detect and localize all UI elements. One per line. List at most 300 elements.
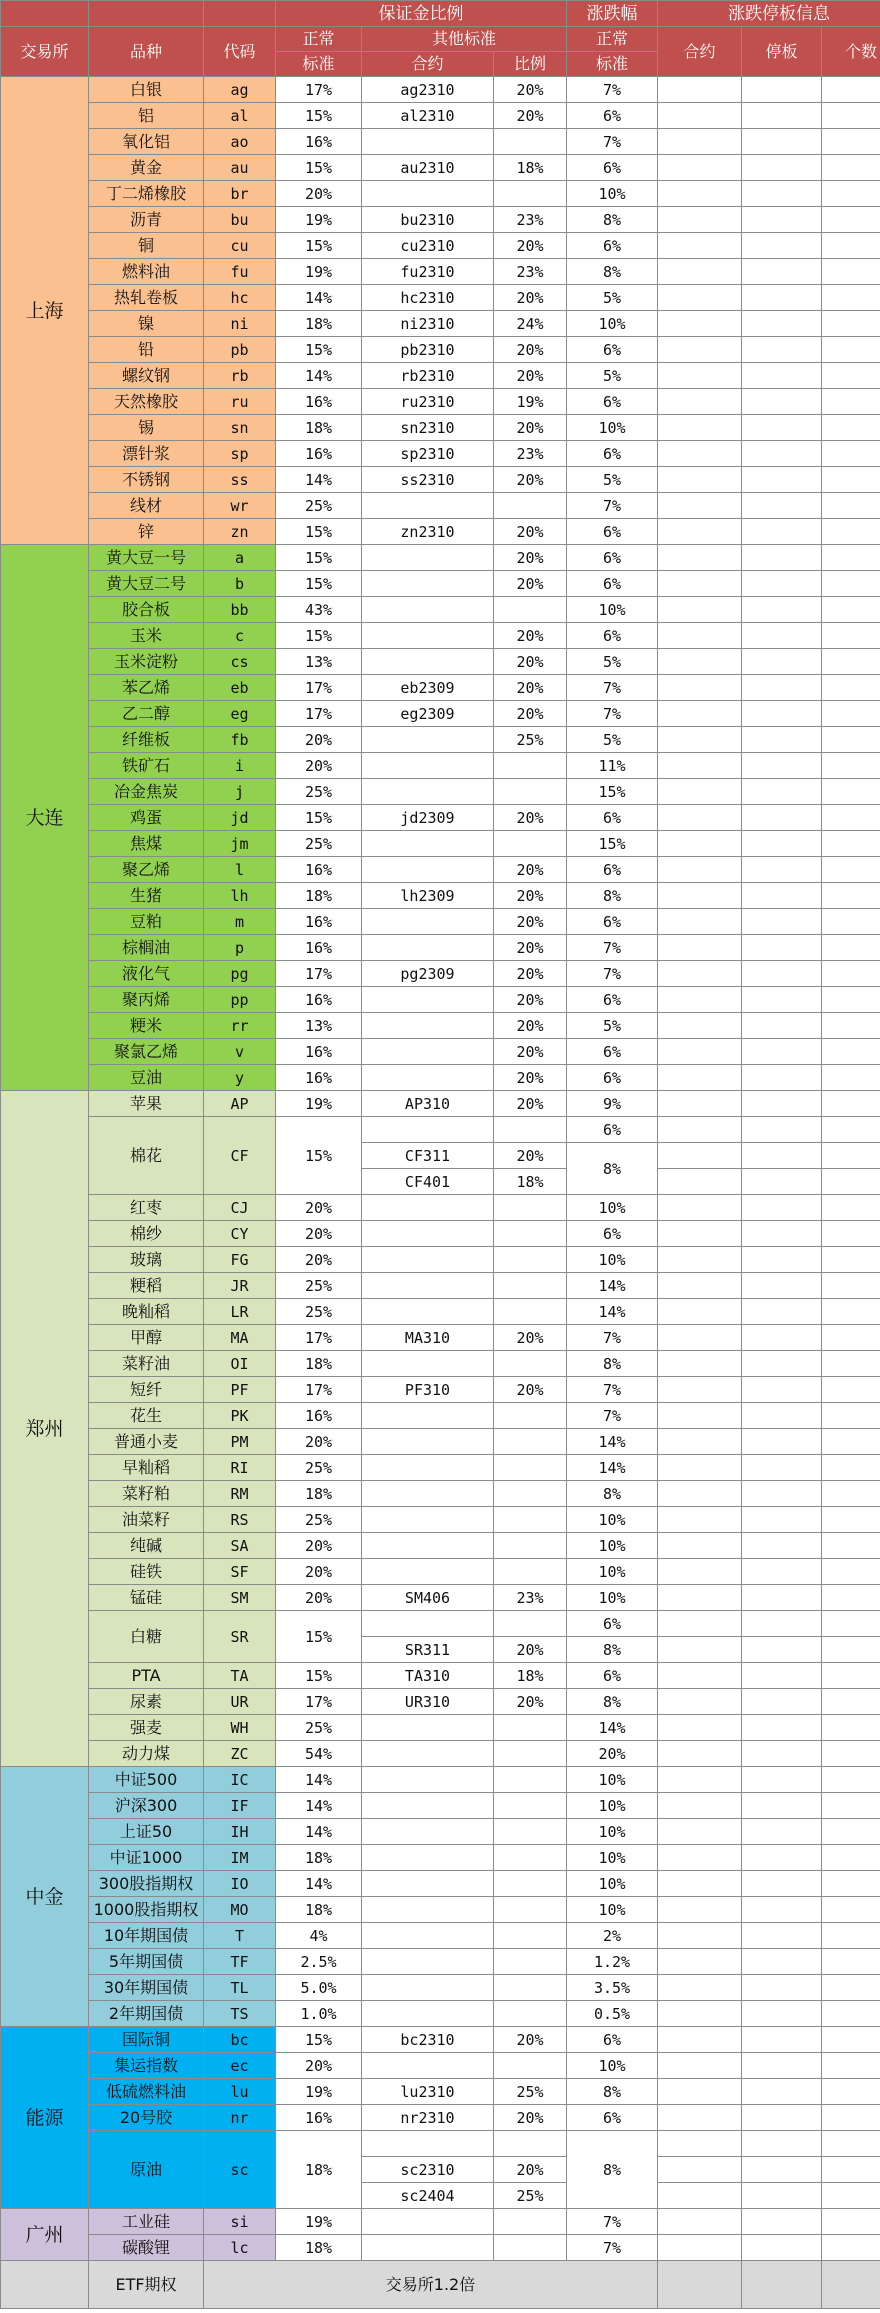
code-cell: cs [204,649,276,675]
code-cell: v [204,1039,276,1065]
count-cell [822,2053,880,2079]
variety-cell: 国际铜 [89,2027,204,2053]
ratio-cell [494,1221,567,1247]
code-cell: TS [204,2001,276,2027]
ratio-cell: 20% [494,415,567,441]
limit-cell: 6% [567,1039,658,1065]
stop-board-cell [742,935,822,961]
margin-cell: 18% [276,1481,362,1507]
count-cell [822,1533,880,1559]
limit-cell: 6% [567,545,658,571]
code-cell: j [204,779,276,805]
variety-cell: 玉米淀粉 [89,649,204,675]
ratio-cell: 20% [494,675,567,701]
limit-cell: 20% [567,1741,658,1767]
limit-cell: 5% [567,467,658,493]
stop-board-cell [742,493,822,519]
margin-cell: 19% [276,1091,362,1117]
code-cell: MO [204,1897,276,1923]
variety-cell: 红枣 [89,1195,204,1221]
margin-cell: 18% [276,1845,362,1871]
margin-cell: 15% [276,2027,362,2053]
limit-cell: 8% [567,1351,658,1377]
limit-cell: 7% [567,129,658,155]
stop-board-cell [742,363,822,389]
stop-contract-cell [658,649,742,675]
ratio-cell [494,2209,567,2235]
variety-cell: 菜籽油 [89,1351,204,1377]
variety-cell: 白银 [89,77,204,103]
stop-contract-cell [658,1481,742,1507]
code-cell: fu [204,259,276,285]
limit-cell: 10% [567,1195,658,1221]
stop-board-cell [742,181,822,207]
header-exchange: 交易所 [1,27,89,77]
margin-cell: 2.5% [276,1949,362,1975]
stop-board-cell [742,1975,822,2001]
stop-board-cell [742,1481,822,1507]
stop-contract-cell [658,1273,742,1299]
count-cell [822,1611,880,1637]
contract-cell [362,2001,494,2027]
ratio-cell [494,1741,567,1767]
limit-cell: 10% [567,1793,658,1819]
variety-cell: 强麦 [89,1715,204,1741]
variety-cell: 中证1000 [89,1845,204,1871]
ratio-cell: 23% [494,207,567,233]
variety-cell: 油菜籽 [89,1507,204,1533]
table-row [1,1533,880,1559]
limit-cell: 10% [567,311,658,337]
margin-cell: 14% [276,467,362,493]
stop-board-cell [742,1039,822,1065]
ratio-cell: 25% [494,727,567,753]
code-cell: PK [204,1403,276,1429]
ratio-cell [494,1715,567,1741]
contract-cell [362,779,494,805]
stop-board-cell [742,2183,822,2209]
contract-cell [362,1481,494,1507]
table-row [1,2001,880,2027]
code-cell: SA [204,1533,276,1559]
stop-board-cell [742,1169,822,1195]
limit-cell: 7% [567,701,658,727]
count-cell [822,207,880,233]
ratio-cell: 20% [494,337,567,363]
stop-board-cell [742,2027,822,2053]
ratio-cell: 18% [494,1663,567,1689]
margin-cell: 18% [276,2131,362,2209]
stop-board-cell [742,831,822,857]
header-stop-board: 停板 [742,27,822,77]
table-row [1,519,880,545]
contract-cell: pb2310 [362,337,494,363]
limit-cell: 10% [567,415,658,441]
margin-cell: 20% [276,1195,362,1221]
header-normal: 正常 [276,27,362,52]
contract-cell: nr2310 [362,2105,494,2131]
ratio-cell [494,1767,567,1793]
count-cell [822,675,880,701]
count-cell [822,1221,880,1247]
contract-cell [362,909,494,935]
stop-board-cell [742,285,822,311]
limit-cell: 7% [567,2209,658,2235]
ratio-cell: 20% [494,883,567,909]
table-row [1,1949,880,1975]
code-cell: MA [204,1325,276,1351]
table-row [1,1871,880,1897]
code-cell: ag [204,77,276,103]
count-cell [822,415,880,441]
code-cell: T [204,1923,276,1949]
stop-contract-cell [658,181,742,207]
margin-cell: 18% [276,1897,362,1923]
limit-cell: 9% [567,1091,658,1117]
margin-cell: 20% [276,1559,362,1585]
variety-cell: 线材 [89,493,204,519]
variety-cell: 冶金焦炭 [89,779,204,805]
contract-cell [362,181,494,207]
stop-board-cell [742,987,822,1013]
limit-cell: 6% [567,337,658,363]
count-cell [822,1559,880,1585]
stop-contract-cell [658,1741,742,1767]
margin-cell: 15% [276,805,362,831]
table-row [1,1923,880,1949]
variety-cell: 纤维板 [89,727,204,753]
stop-board-cell [742,1065,822,1091]
contract-cell [362,1299,494,1325]
contract-cell [362,1559,494,1585]
stop-contract-cell [658,2209,742,2235]
stop-contract-cell [658,1299,742,1325]
contract-cell [362,1533,494,1559]
ratio-cell: 18% [494,155,567,181]
ratio-cell: 20% [494,961,567,987]
code-cell: RS [204,1507,276,1533]
contract-cell [362,649,494,675]
table-row [1,1845,880,1871]
table-row [1,883,880,909]
ratio-cell: 25% [494,2079,567,2105]
table-row [1,337,880,363]
margin-cell: 13% [276,649,362,675]
stop-contract-cell [658,155,742,181]
count-cell [822,1845,880,1871]
ratio-cell: 20% [494,805,567,831]
count-cell [822,493,880,519]
stop-board-cell [742,1741,822,1767]
stop-contract-cell [658,2105,742,2131]
code-cell: RI [204,1455,276,1481]
header-limit-group: 涨跌幅 [567,1,658,27]
margin-cell: 16% [276,987,362,1013]
ratio-cell [494,1559,567,1585]
count-cell [822,987,880,1013]
ratio-cell [494,1507,567,1533]
stop-board-cell [742,1013,822,1039]
count-cell [822,1897,880,1923]
variety-cell: 菜籽粕 [89,1481,204,1507]
code-cell: WH [204,1715,276,1741]
code-cell: pp [204,987,276,1013]
stop-contract-cell [658,77,742,103]
limit-cell: 6% [567,441,658,467]
code-cell: PF [204,1377,276,1403]
code-cell: sp [204,441,276,467]
stop-contract-cell [658,1403,742,1429]
margin-cell: 16% [276,1403,362,1429]
ratio-cell: 20% [494,649,567,675]
limit-cell: 6% [567,987,658,1013]
variety-cell: 玉米 [89,623,204,649]
stop-contract-cell [658,675,742,701]
table-row [1,1273,880,1299]
ratio-cell: 20% [494,1091,567,1117]
etf-label: ETF期权 [89,2261,204,2309]
stop-contract-cell [658,2053,742,2079]
contract-cell: lh2309 [362,883,494,909]
count-cell [822,597,880,623]
header-row-2 [1,27,880,52]
limit-cell: 7% [567,961,658,987]
contract-cell [362,1013,494,1039]
stop-board-cell [742,1299,822,1325]
variety-cell: 生猪 [89,883,204,909]
stop-contract-cell [658,1455,742,1481]
count-cell [822,1715,880,1741]
code-cell: br [204,181,276,207]
count-cell [822,805,880,831]
variety-cell: 漂针浆 [89,441,204,467]
table-row [1,597,880,623]
stop-board-cell [742,1819,822,1845]
variety-cell: 燃料油 [89,259,204,285]
margin-cell: 16% [276,857,362,883]
stop-board-cell [742,1325,822,1351]
contract-cell [362,1871,494,1897]
stop-board-cell [742,649,822,675]
count-cell [822,1091,880,1117]
stop-contract-cell [658,2183,742,2209]
count-cell [822,181,880,207]
ratio-cell: 20% [494,285,567,311]
header-code: 代码 [204,27,276,77]
contract-cell: ag2310 [362,77,494,103]
code-cell: lc [204,2235,276,2261]
contract-cell [362,1975,494,2001]
table-row [1,259,880,285]
ratio-cell [494,597,567,623]
contract-cell: ni2310 [362,311,494,337]
stop-board-cell [742,1637,822,1663]
stop-contract-cell [658,1585,742,1611]
count-cell [822,1169,880,1195]
variety-cell: 30年期国债 [89,1975,204,2001]
margin-cell: 18% [276,2235,362,2261]
table-row [1,1689,880,1715]
stop-contract-cell [658,701,742,727]
ratio-cell: 20% [494,935,567,961]
stop-contract-cell [658,1507,742,1533]
stop-board-cell [742,1689,822,1715]
contract-cell [362,1611,494,1637]
ratio-cell: 20% [494,1143,567,1169]
count-cell [822,1429,880,1455]
stop-contract-cell [658,909,742,935]
margin-cell: 15% [276,519,362,545]
code-cell: LR [204,1299,276,1325]
ratio-cell [494,1611,567,1637]
exchange-cell: 能源 [1,2027,89,2209]
count-cell [822,2079,880,2105]
count-cell [822,1325,880,1351]
code-cell: sn [204,415,276,441]
header-blank [204,1,276,27]
count-cell [822,259,880,285]
exchange-cell: 广州 [1,2209,89,2261]
code-cell: ao [204,129,276,155]
margin-cell: 25% [276,1273,362,1299]
ratio-cell [494,493,567,519]
margin-cell: 15% [276,155,362,181]
contract-cell [362,597,494,623]
count-cell [822,285,880,311]
stop-board-cell [742,1559,822,1585]
count-cell [822,1949,880,1975]
ratio-cell [494,1897,567,1923]
margin-cell: 25% [276,1715,362,1741]
variety-cell: 豆油 [89,1065,204,1091]
limit-cell: 7% [567,1403,658,1429]
stop-board-cell [742,597,822,623]
ratio-cell [494,1273,567,1299]
table-row [1,2235,880,2261]
stop-contract-cell [658,2079,742,2105]
stop-board-cell [742,1403,822,1429]
stop-board-cell [742,883,822,909]
table-row [1,1819,880,1845]
limit-cell: 7% [567,493,658,519]
count-cell [822,1637,880,1663]
contract-cell [362,727,494,753]
ratio-cell [494,1533,567,1559]
contract-cell [362,1715,494,1741]
contract-cell [362,2209,494,2235]
margin-cell: 25% [276,1507,362,1533]
margin-cell: 15% [276,1611,362,1663]
etf-row [1,2261,880,2309]
variety-cell: 短纤 [89,1377,204,1403]
code-cell: bu [204,207,276,233]
contract-cell: rb2310 [362,363,494,389]
contract-cell: TA310 [362,1663,494,1689]
count-cell [822,2157,880,2183]
variety-cell: 螺纹钢 [89,363,204,389]
count-cell [822,909,880,935]
table-row [1,909,880,935]
margin-cell: 43% [276,597,362,623]
margin-cell: 15% [276,1117,362,1195]
table-row [1,649,880,675]
margin-cell: 14% [276,1767,362,1793]
contract-cell: sp2310 [362,441,494,467]
ratio-cell: 20% [494,363,567,389]
count-cell [822,753,880,779]
code-cell: CF [204,1117,276,1195]
table-row [1,1091,880,1117]
code-cell: wr [204,493,276,519]
limit-cell: 10% [567,2053,658,2079]
variety-cell: 铁矿石 [89,753,204,779]
count-cell [822,1247,880,1273]
margin-cell: 17% [276,701,362,727]
ratio-cell [494,181,567,207]
count-cell [822,1767,880,1793]
count-cell [822,2183,880,2209]
limit-cell: 15% [567,831,658,857]
ratio-cell [494,1429,567,1455]
stop-board-cell [742,805,822,831]
stop-board-cell [742,2105,822,2131]
margin-cell: 16% [276,1065,362,1091]
contract-cell [362,1039,494,1065]
stop-contract-cell [658,337,742,363]
code-cell: bb [204,597,276,623]
contract-cell: bc2310 [362,2027,494,2053]
code-cell: si [204,2209,276,2235]
stop-contract-cell [658,1871,742,1897]
count-cell [822,1793,880,1819]
margin-cell: 25% [276,779,362,805]
contract-cell [362,2235,494,2261]
count-cell [822,1819,880,1845]
variety-cell: 原油 [89,2131,204,2209]
stop-contract-cell [658,103,742,129]
stop-contract-cell [658,493,742,519]
stop-contract-cell [658,1143,742,1169]
stop-contract-cell [658,961,742,987]
code-cell: IH [204,1819,276,1845]
count-cell [822,1689,880,1715]
stop-board-cell [742,233,822,259]
stop-board-cell [742,1585,822,1611]
margin-cell: 14% [276,285,362,311]
stop-board-cell [742,1767,822,1793]
variety-cell: 胶合板 [89,597,204,623]
stop-board-cell [742,207,822,233]
ratio-cell: 20% [494,857,567,883]
variety-cell: 鸡蛋 [89,805,204,831]
code-cell: lh [204,883,276,909]
limit-cell: 6% [567,1065,658,1091]
stop-board-cell [742,1897,822,1923]
code-cell: ru [204,389,276,415]
variety-cell: 碳酸锂 [89,2235,204,2261]
variety-cell: 尿素 [89,1689,204,1715]
code-cell: y [204,1065,276,1091]
limit-cell: 6% [567,1117,658,1143]
etf-section [1,2261,880,2309]
table-row [1,1793,880,1819]
stop-board-cell [742,961,822,987]
contract-cell [362,1793,494,1819]
variety-cell: 不锈钢 [89,467,204,493]
stop-board-cell [742,909,822,935]
count-cell [822,2131,880,2157]
stop-board-cell [742,1949,822,1975]
